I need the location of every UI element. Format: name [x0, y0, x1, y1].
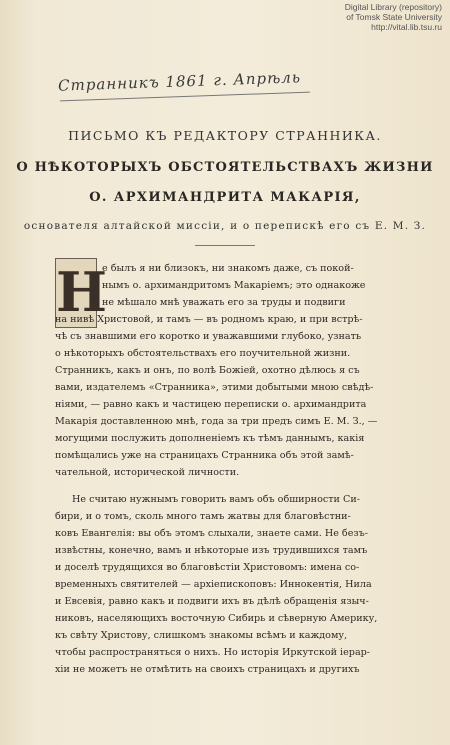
body-line: ковъ Евангелія: вы объ этомъ слыхали, знаете сами. Не безъ-	[55, 528, 368, 539]
body-line: Не считаю нужнымъ говорить вамъ объ обширности Си-	[72, 494, 360, 505]
body-line: бири, и о томъ, сколь много тамъ жатвы для благовѣстни-	[55, 511, 351, 522]
body-line: чѣ съ знавшими его коротко и уважавшими глубоко, узнать	[55, 331, 362, 342]
body-line: на нивѣ Христовой, и тамъ — въ родномъ краю, и при встрѣ-	[55, 314, 363, 325]
watermark-line: of Tomsk State University	[346, 12, 442, 22]
body-line: извѣстны, конечно, вамъ и нѣкоторые изъ трудившихся тамъ	[55, 545, 368, 556]
article-subtitle: основателя алтайской миссіи, и о перепискѣ его съ Е. М. З.	[23, 220, 427, 232]
watermark-line: Digital Library (repository)	[344, 2, 442, 12]
body-line: никовъ, населяющихъ восточную Сибирь и сѣверную Америку,	[55, 613, 378, 624]
body-line: и Евсевія, равно какъ и подвиги ихъ въ дѣлѣ обращенія языч-	[55, 596, 369, 607]
body-line: чтобы распространяться о нихъ. Но исторія Иркутской іерар-	[55, 647, 371, 658]
body-line: хіи не можетъ не отмѣтить на своихъ страницахъ и другихъ	[55, 664, 360, 675]
body-line: не мѣшало мнѣ уважать его за труды и подвиги	[102, 297, 346, 308]
body-line: чательной, исторической личности.	[55, 467, 240, 478]
body-line: вами, издателемъ «Странника», этими добытыми мною свѣдѣ-	[55, 382, 374, 393]
body-line: къ свѣту Христову, слишкомъ знакомы всѣмъ и каждому,	[55, 630, 348, 641]
watermark-link[interactable]: http://vital.lib.tsu.ru	[371, 22, 442, 32]
dropcap-letter: Н	[56, 260, 108, 324]
title-divider	[195, 245, 255, 246]
body-line: помѣщались уже на страницахъ Странника объ этой замѣ-	[55, 450, 354, 461]
body-line: е былъ я ни близокъ, ни знакомъ даже, съ покой-	[102, 263, 354, 274]
body-line: Макарія доставленною мнѣ, года за три предъ симъ Е. М. З., —	[55, 416, 378, 427]
article-title-line1: О НѢКОТОРЫХЪ ОБСТОЯТЕЛЬСТВАХЪ ЖИЗНИ	[16, 160, 434, 175]
body-line: могущими послужить дополненіемъ къ тѣмъ даннымъ, какія	[55, 433, 365, 444]
letter-heading: ПИСЬМО КЪ РЕДАКТОРУ СТРАННИКА.	[68, 128, 382, 143]
repository-watermark	[345, 2, 442, 32]
body-line: о нѣкоторыхъ обстоятельствахъ его поучительной жизни.	[55, 348, 351, 359]
body-line: ніями, — равно какъ и частицею переписки о. архимандрита	[55, 399, 367, 410]
body-line: нымъ о. архимандритомъ Макаріемъ; это однакоже	[102, 280, 366, 291]
article-title-line2: О. АРХИМАНДРИТА МАКАРІЯ,	[89, 190, 361, 205]
handwritten-annotation: Странникъ 1861 г. Апрѣль	[57, 68, 302, 95]
body-line: временныхъ святителей — архіепископовъ: Иннокентія, Нила	[55, 579, 372, 590]
body-line: Странникъ, какъ и онъ, по волѣ Божіей, охотно дѣлюсь я съ	[55, 365, 360, 376]
body-line: и доселѣ трудящихся во благовѣстіи Христовомъ: имена со-	[55, 562, 360, 573]
